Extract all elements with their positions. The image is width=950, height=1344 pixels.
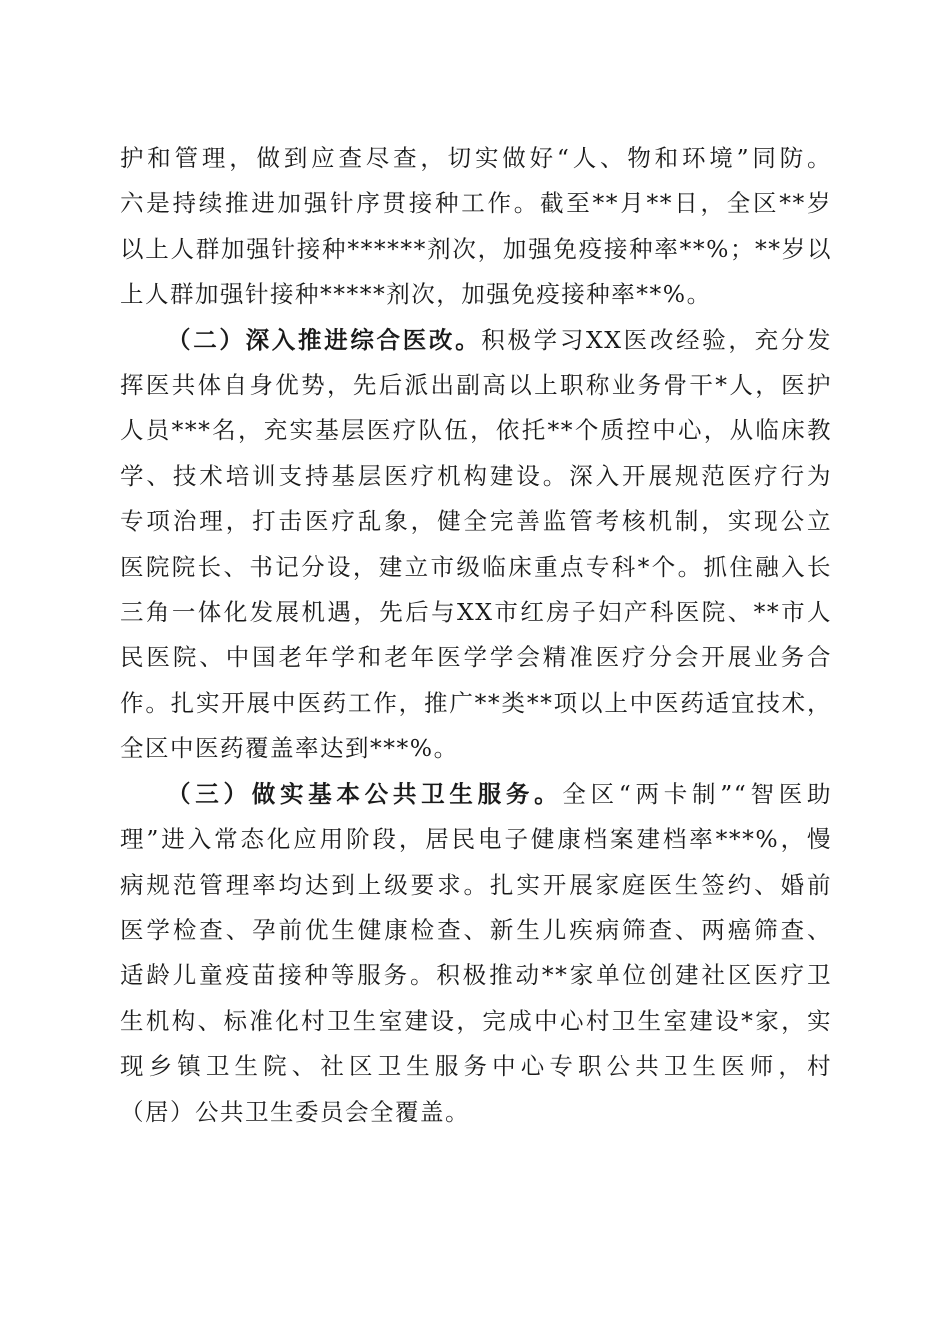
- text-line: [120, 772, 832, 817]
- paragraph-1: [120, 136, 832, 318]
- text-line: 理”进入常态化应用阶段，居民电子健康档案建档率***%，慢: [120, 825, 832, 854]
- text-line: 医学检查、孕前优生健康检查、新生儿疾病筛查、两癌筛查、: [120, 915, 832, 944]
- text-line: 生机构、标准化村卫生室建设，完成中心村卫生室建设*家，实: [120, 1006, 832, 1035]
- text-line: 上人群加强针接种*****剂次，加强免疫接种率**%。: [120, 280, 712, 309]
- text-line: 以上人群加强针接种******剂次，加强免疫接种率**%；**岁以: [120, 234, 832, 263]
- text-line: 全区中医药覆盖率达到***%。: [120, 734, 459, 763]
- text-line: 适龄儿童疫苗接种等服务。积极推动**家单位创建社区医疗卫: [120, 961, 832, 990]
- paragraph-2: [120, 318, 832, 772]
- text-line: 医院院长、书记分设，建立市级临床重点专科*个。抓住融入长: [120, 552, 832, 581]
- text-line: （居）公共卫生委员会全覆盖。: [120, 1097, 470, 1126]
- text-line: 作。扎实开展中医药工作，推广**类**项以上中医药适宜技术，: [120, 688, 832, 717]
- text-line: 挥医共体自身优势，先后派出副高以上职称业务骨干*人，医护: [120, 371, 832, 400]
- text-line: 护和管理，做到应查尽查，切实做好“人、物和环境”同防。: [120, 144, 832, 172]
- text-line: [120, 318, 832, 363]
- text-line: 三角一体化发展机遇，先后与XX市红房子妇产科医院、**市人: [120, 598, 832, 627]
- section-heading: （三）做实基本公共卫生服务。: [167, 779, 563, 808]
- text-line: 现乡镇卫生院、社区卫生服务中心专职公共卫生医师，村: [120, 1052, 832, 1081]
- text-line: 专项治理，打击医疗乱象，健全完善监管考核机制，实现公立: [120, 507, 832, 536]
- section-heading: （二）深入推进综合医改。: [167, 325, 482, 354]
- paragraph-3: [120, 772, 832, 1135]
- text-line: 学、技术培训支持基层医疗机构建设。深入开展规范医疗行为: [120, 461, 832, 490]
- text-line: 人员***名，充实基层医疗队伍，依托**个质控中心，从临床教: [120, 416, 832, 445]
- document-body: [120, 136, 832, 1135]
- text-line: 病规范管理率均达到上级要求。扎实开展家庭医生签约、婚前: [120, 870, 832, 899]
- text-run: 积极学习XX医改经验，充分发: [481, 325, 832, 354]
- text-line: 民医院、中国老年学和老年医学学会精准医疗分会开展业务合: [120, 643, 832, 672]
- text-run: 全区“两卡制”“智医助: [562, 779, 833, 808]
- text-line: 六是持续推进加强针序贯接种工作。截至**月**日，全区**岁: [120, 189, 832, 218]
